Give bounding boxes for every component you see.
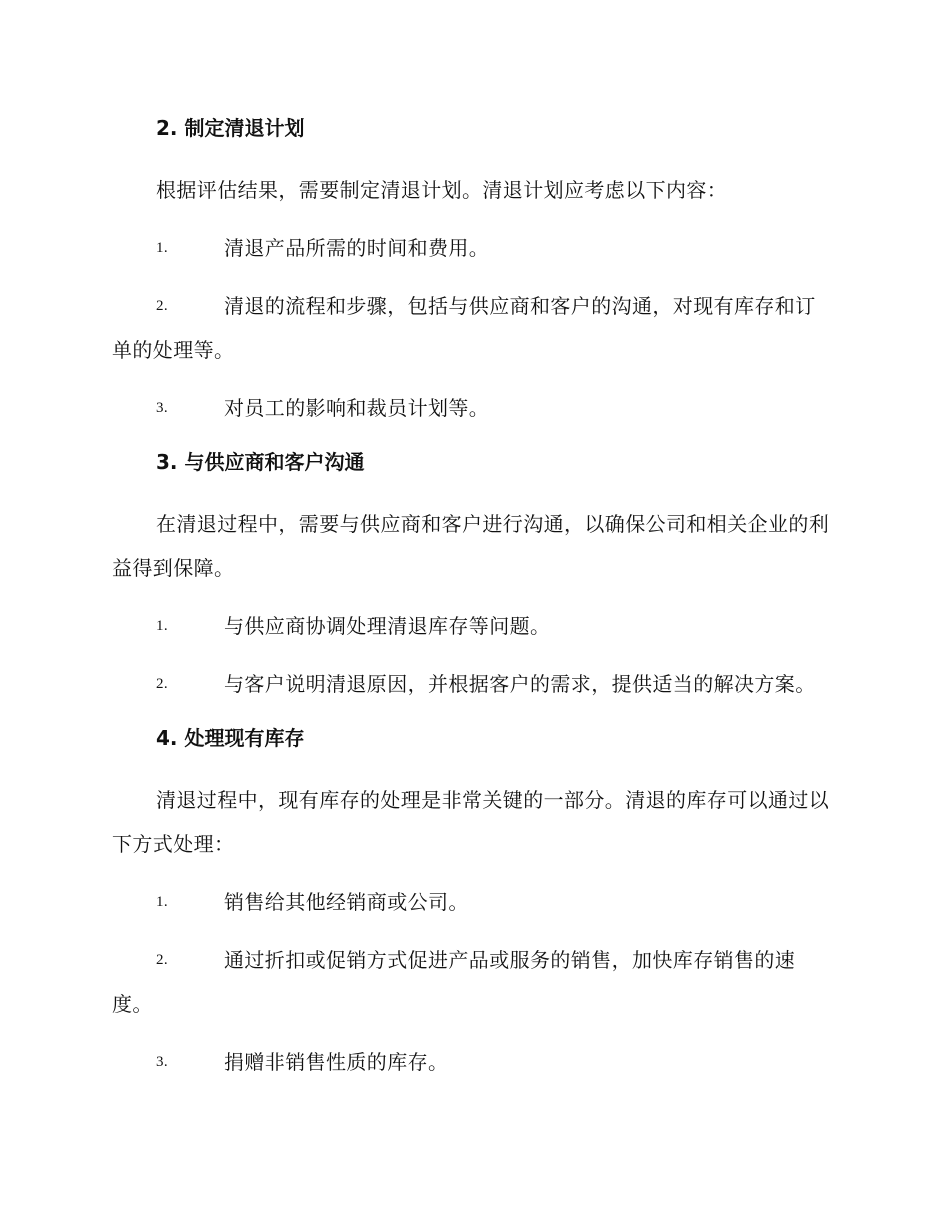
list-item — [112, 226, 834, 270]
list-item-number: 1. — [156, 240, 169, 256]
list-item — [112, 1040, 834, 1084]
list-item-text: 销售给其他经销商或公司。 — [224, 890, 469, 914]
list-item-text: 与客户说明清退原因，并根据客户的需求，提供适当的解决方案。 — [224, 672, 816, 696]
list-item-text: 清退的流程和步骤，包括与供应商和客户的沟通，对现有库存和订单的处理等。 — [112, 294, 816, 362]
list-item-text: 清退产品所需的时间和费用。 — [224, 236, 490, 260]
list-item — [112, 938, 834, 1026]
list-item — [112, 604, 834, 648]
section-communication — [112, 444, 834, 706]
list-item-number: 3. — [156, 400, 169, 416]
list-item-text: 通过折扣或促销方式促进产品或服务的销售，加快库存销售的速度。 — [112, 948, 796, 1016]
section-inventory — [112, 720, 834, 1084]
list-item — [112, 284, 834, 372]
list-item-text: 对员工的影响和裁员计划等。 — [224, 396, 490, 420]
section-heading: 2. 制定清退计划 — [156, 116, 305, 140]
list-item — [112, 880, 834, 924]
list-item-text: 与供应商协调处理清退库存等问题。 — [224, 614, 551, 638]
section-plan — [112, 110, 834, 430]
list-item-number: 3. — [156, 1054, 169, 1070]
section-heading: 4. 处理现有库存 — [156, 726, 305, 750]
list-item-number: 2. — [156, 952, 169, 968]
section-heading: 3. 与供应商和客户沟通 — [156, 450, 365, 474]
list-item-number: 2. — [156, 676, 169, 692]
list-item-number: 1. — [156, 894, 169, 910]
section-intro: 清退过程中，现有库存的处理是非常关键的一部分。清退的库存可以通过以下方式处理： — [112, 788, 830, 856]
list-item-number: 2. — [156, 298, 169, 314]
list-item-number: 1. — [156, 618, 169, 634]
list-item — [112, 386, 834, 430]
section-intro: 在清退过程中，需要与供应商和客户进行沟通，以确保公司和相关企业的利益得到保障。 — [112, 512, 830, 580]
list-item-text: 捐赠非销售性质的库存。 — [224, 1050, 449, 1074]
list-item — [112, 662, 834, 706]
section-intro: 根据评估结果，需要制定清退计划。清退计划应考虑以下内容： — [156, 178, 728, 202]
